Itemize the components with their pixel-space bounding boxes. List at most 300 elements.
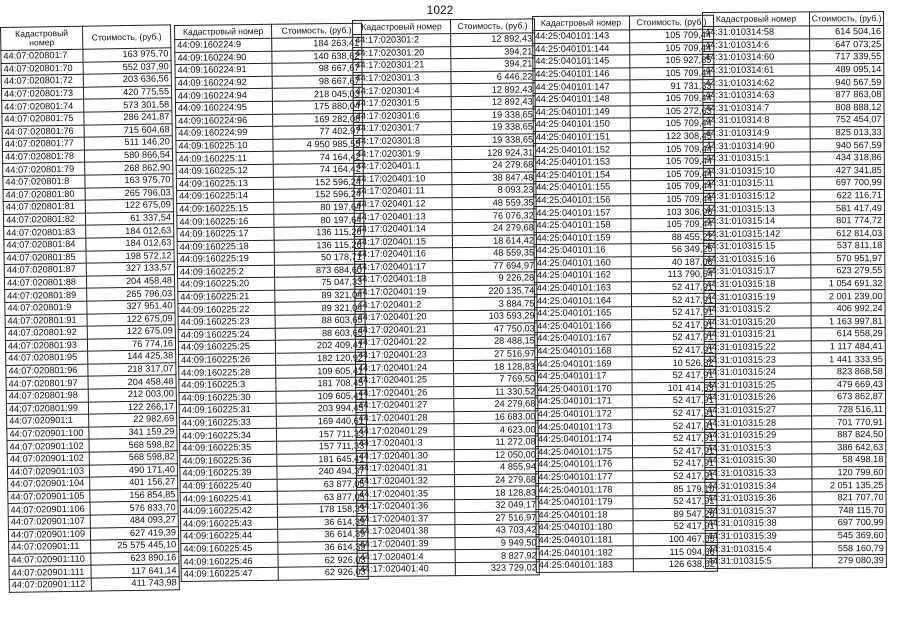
table-row [705, 441, 886, 455]
cost-cell: 717 339,55 [810, 51, 884, 64]
cost-cell: 105 709,44 [631, 218, 715, 231]
cadastral-number-cell: 44:31:010315:10 [703, 164, 810, 177]
cost-cell: 27 516,97 [455, 511, 539, 524]
cost-cell: 203 636,56 [83, 73, 171, 87]
cost-cell: 122 675,09 [87, 325, 175, 339]
cost-cell: 580 866,54 [84, 149, 172, 163]
cadastral-number-cell: 44:25:040101:175 [536, 445, 633, 458]
cadastral-number-cell: 44:09:160225:20 [178, 278, 275, 292]
cadastral-number-cell: 44:07:020901:106 [8, 503, 90, 517]
cadastral-number-cell: 44:31:010315:16 [704, 253, 811, 266]
cost-cell: 204 458,48 [86, 275, 174, 289]
cadastral-number-cell: 44:07:020801:73 [1, 87, 83, 101]
cost-cell: 622 116,71 [810, 189, 884, 202]
cadastral-number-cell: 44:31:010315:11 [703, 177, 810, 190]
table-row [703, 38, 884, 52]
cadastral-number-cell: 44:25:040101:150 [533, 118, 630, 131]
cost-cell: 394,21 [451, 46, 535, 59]
cadastral-number-cell: 44:31:010314:62 [703, 76, 810, 89]
table-row [704, 328, 885, 342]
cost-cell: 52 417,91 [632, 407, 716, 420]
cadastral-number-cell: 44:17:020401:15 [354, 235, 452, 248]
cadastral-number-cell: 44:09:160224:99 [176, 126, 273, 140]
cadastral-number-cell: 44:09:160225:2 [177, 265, 274, 279]
table-row [534, 206, 715, 220]
table-row [535, 357, 716, 371]
cost-cell: 279 080,39 [812, 554, 886, 567]
cadastral-number-cell: 44:17:020401:38 [357, 525, 455, 538]
cost-cell: 169 440,61 [276, 415, 366, 429]
cadastral-number-cell: 44:31:010315:5 [705, 555, 812, 568]
cadastral-number-cell: 44:31:010315:36 [705, 492, 812, 505]
cadastral-number-cell: 44:09:160225:34 [179, 429, 276, 443]
cost-cell: 28 488,15 [453, 335, 537, 348]
cost-cell: 11 330,52 [454, 386, 538, 399]
cadastral-number-cell: 44:25:040101:18 [536, 508, 633, 521]
cost-cell: 52 417,91 [632, 369, 716, 382]
table-row [704, 391, 885, 405]
cost-cell: 122 266,17 [88, 400, 176, 414]
cadastral-number-cell: 44:07:020801:93 [5, 339, 87, 353]
cost-cell: 105 709,44 [630, 92, 714, 105]
cadastral-number-cell: 44:25:040101:144 [533, 42, 630, 55]
cost-cell: 88 603,65 [275, 314, 365, 328]
cadastral-number-cell: 44:09:160225:41 [180, 492, 277, 506]
cadastral-number-cell: 44:09:160225:11 [176, 152, 273, 166]
cost-cell: 697 700,99 [812, 517, 886, 530]
cost-cell: 341 159,29 [89, 426, 177, 440]
cadastral-number-cell: 44:09:160225:24 [178, 328, 275, 342]
cost-cell: 545 369,60 [812, 529, 886, 542]
cost-cell: 178 158,33 [277, 503, 367, 517]
header-cost: Стоимость, (руб.) [82, 25, 170, 49]
table-row [535, 331, 716, 345]
table-row [534, 193, 715, 207]
cost-cell: 614 504,16 [810, 26, 884, 39]
cost-cell: 268 862,90 [85, 161, 173, 175]
cadastral-number-cell: 44:31:010314:8 [703, 114, 810, 127]
cost-cell: 80 197,64 [274, 214, 364, 228]
cadastral-number-cell: 44:25:040101:165 [535, 307, 632, 320]
cost-cell: 323 729,02 [455, 562, 539, 575]
cost-cell: 88 603,65 [275, 327, 365, 341]
cadastral-number-cell: 44:07:020901:102 [7, 452, 89, 466]
cost-cell: 74 164,42 [273, 151, 363, 165]
cadastral-number-cell: 44:25:040101:17 [535, 370, 632, 383]
cadastral-number-cell: 44:07:020901:111 [9, 566, 91, 580]
cadastral-number-cell: 44:31:010314:63 [703, 89, 810, 102]
cadastral-number-cell: 44:09:160225:31 [179, 404, 276, 418]
table-row [704, 240, 885, 254]
cost-cell: 62 926,03 [278, 554, 368, 568]
cadastral-number-cell: 44:17:020301:7 [353, 122, 451, 135]
cadastral-number-cell: 44:07:020801:76 [2, 125, 84, 139]
cadastral-number-cell: 44:31:010315:2 [704, 303, 811, 316]
cadastral-number-cell: 44:17:020401:40 [357, 563, 455, 576]
cadastral-number-cell: 44:09:160225:21 [178, 290, 275, 304]
cadastral-number-cell: 44:31:010315:38 [705, 517, 812, 530]
cost-cell: 98 667,67 [272, 75, 362, 89]
cadastral-number-cell: 44:31:010315:142 [704, 227, 811, 240]
header-cadastral-number: Кадастровый номер [175, 24, 272, 39]
cadastral-number-cell: 44:09:160225:45 [181, 542, 278, 556]
cost-cell: 52 417,91 [632, 319, 716, 332]
cadastral-number-cell: 44:09:160225:33 [179, 416, 276, 430]
cost-cell: 940 567,59 [810, 76, 884, 89]
table-row [536, 508, 717, 522]
cadastral-number-cell: 44:09:160225:23 [178, 315, 275, 329]
cadastral-number-cell: 44:17:020301:6 [353, 109, 451, 122]
cost-cell: 728 516,11 [812, 403, 886, 416]
cost-cell: 3 884,75 [453, 297, 537, 310]
cadastral-number-cell: 44:25:040101:177 [536, 471, 633, 484]
table-row [533, 42, 714, 56]
cadastral-number-cell: 44:09:160225:44 [181, 529, 278, 543]
cadastral-number-cell: 44:25:040101:180 [536, 521, 633, 534]
cost-cell: 19 338,65 [451, 108, 535, 121]
table-row [536, 546, 717, 560]
cadastral-number-cell: 44:17:020401:36 [357, 500, 455, 513]
table-row [704, 252, 885, 266]
cost-cell: 570 951,97 [811, 252, 885, 265]
cadastral-number-cell: 44:25:040101:164 [534, 294, 631, 307]
cost-cell: 877 863,08 [810, 89, 884, 102]
cadastral-number-cell: 44:17:020401:2 [355, 298, 453, 311]
table-row [703, 63, 884, 77]
table-row [9, 577, 179, 592]
cost-cell: 36 614,39 [278, 528, 368, 542]
cost-cell: 427 341,85 [810, 164, 884, 177]
cost-cell: 52 417,91 [632, 331, 716, 344]
cost-cell: 136 115,26 [274, 239, 364, 253]
cadastral-number-cell: 44:31:010315:14 [704, 215, 811, 228]
cost-cell: 80 197,64 [274, 201, 364, 215]
cost-cell: 9 949,50 [455, 537, 539, 550]
table-row [703, 76, 884, 90]
cadastral-number-cell: 44:09:160225:39 [180, 466, 277, 480]
cost-cell: 940 567,59 [810, 139, 884, 152]
cost-cell: 52 417,91 [632, 344, 716, 357]
cadastral-number-cell: 44:31:010315:23 [704, 353, 811, 366]
cost-cell: 24 279,68 [454, 474, 538, 487]
cost-cell: 88 455,22 [631, 231, 715, 244]
cost-cell: 581 417,49 [810, 202, 884, 215]
cadastral-number-cell: 44:07:020901:109 [8, 528, 90, 542]
cost-cell: 701 770,91 [812, 416, 886, 429]
cost-cell: 202 409,41 [275, 339, 365, 353]
cadastral-number-cell: 44:07:020801:72 [1, 74, 83, 88]
cadastral-number-cell: 44:25:040101:153 [533, 156, 630, 169]
cadastral-number-cell: 44:09:160225:18 [177, 240, 274, 254]
cost-cell: 184 012,63 [86, 237, 174, 251]
cost-cell: 12 050,00 [454, 449, 538, 462]
cadastral-number-cell: 44:25:040101:156 [534, 194, 631, 207]
cost-cell: 105 709,44 [630, 67, 714, 80]
header-cost: Стоимость, (руб.) [630, 15, 714, 30]
cadastral-number-cell: 44:31:010315:33 [705, 467, 812, 480]
cost-cell: 117 641,14 [91, 564, 179, 578]
cost-cell: 286 241,87 [84, 111, 172, 125]
cost-cell: 48 559,35 [452, 197, 536, 210]
cadastral-number-cell: 44:25:040101:178 [536, 483, 633, 496]
cadastral-number-cell: 44:07:020801:97 [6, 377, 88, 391]
cadastral-number-cell: 44:25:040101:158 [534, 219, 631, 232]
cadastral-number-cell: 44:07:020801:91 [5, 314, 87, 328]
cost-cell: 406 992,24 [811, 303, 885, 316]
cost-cell: 752 454,07 [810, 114, 884, 127]
table-row [535, 319, 716, 333]
cost-cell: 697 700,99 [810, 177, 884, 190]
cadastral-number-cell: 44:17:020401:23 [355, 348, 453, 361]
cost-cell: 1 054 691,32 [811, 277, 885, 290]
cadastral-number-cell: 44:07:020801:70 [1, 62, 83, 76]
table-row [704, 378, 885, 392]
cost-cell: 808 888,12 [810, 101, 884, 114]
cadastral-number-cell: 44:09:160225:35 [180, 441, 277, 455]
cost-cell: 715 604,68 [84, 123, 172, 137]
cost-cell: 4 855,94 [454, 461, 538, 474]
table-row [705, 504, 886, 518]
table-row [703, 139, 884, 153]
cadastral-number-cell: 44:07:020801:83 [4, 226, 86, 240]
cadastral-number-cell: 44:07:020901:11 [9, 540, 91, 554]
cadastral-number-cell: 44:07:020901:110 [9, 553, 91, 567]
table-row [705, 416, 886, 430]
table-row [704, 227, 885, 241]
table-row [533, 67, 714, 81]
cadastral-number-cell: 44:09:160225:40 [180, 479, 277, 493]
cadastral-number-cell: 44:25:040101:152 [533, 143, 630, 156]
table-row [536, 533, 717, 547]
cost-cell: 11 272,08 [454, 436, 538, 449]
cost-cell: 75 047,33 [275, 276, 365, 290]
cost-cell: 58 498,18 [812, 454, 886, 467]
cadastral-number-cell: 44:09:160224:90 [175, 51, 272, 65]
table-row [705, 517, 886, 531]
cost-cell: 52 417,91 [632, 432, 716, 445]
table-row [703, 101, 884, 115]
table-row [536, 520, 717, 534]
cadastral-number-cell: 44:25:040101:154 [534, 168, 631, 181]
table-header-row [1, 25, 171, 51]
cadastral-number-cell: 44:07:020901:100 [7, 427, 89, 441]
table-row [704, 214, 885, 228]
table-row [533, 130, 714, 144]
cost-cell: 204 458,48 [88, 375, 176, 389]
page-number: 1022 [426, 3, 454, 17]
cost-cell: 100 467,65 [633, 533, 717, 546]
cost-cell: 74 164,42 [273, 163, 363, 177]
cost-cell: 203 994,45 [276, 402, 366, 416]
cadastral-number-cell: 44:09:160224:92 [175, 76, 272, 90]
cadastral-number-cell: 44:09:160225:46 [181, 555, 278, 569]
cadastral-number-cell: 44:31:010315:17 [704, 265, 811, 278]
cadastral-number-cell: 44:25:040101:149 [533, 105, 630, 118]
cadastral-number-cell: 44:07:020801:80 [3, 188, 85, 202]
cadastral-number-cell: 44:07:020901:102 [7, 440, 89, 454]
cost-cell: 105 709,44 [631, 193, 715, 206]
cadastral-table-4 [532, 15, 718, 573]
table-row [704, 353, 885, 367]
table-row [705, 529, 886, 543]
cadastral-number-cell: 44:07:020801:89 [5, 288, 87, 302]
cadastral-number-cell: 44:07:020801:78 [2, 150, 84, 164]
cost-cell: 105 709,44 [630, 143, 714, 156]
cadastral-number-cell: 44:17:020401:21 [355, 323, 453, 336]
cost-cell: 175 880,04 [272, 100, 362, 114]
cost-cell: 98 667,67 [272, 62, 362, 76]
cost-cell: 115 094,66 [633, 546, 717, 559]
table-row [533, 29, 714, 43]
cost-cell: 156 854,85 [90, 489, 178, 503]
cadastral-number-cell: 44:31:010315:27 [705, 404, 812, 417]
cost-cell: 623 279,55 [811, 265, 885, 278]
cost-cell: 101 414,53 [632, 382, 716, 395]
cadastral-number-cell: 44:25:040101:168 [535, 345, 632, 358]
cadastral-number-cell: 44:17:020401:16 [354, 248, 452, 261]
table-header-row [703, 12, 884, 27]
cadastral-number-cell: 44:25:040101:146 [533, 68, 630, 81]
cadastral-number-cell: 44:09:160225:42 [180, 504, 277, 518]
cadastral-number-cell: 44:07:020901:107 [8, 515, 90, 529]
table-row [703, 114, 884, 128]
cost-cell: 8 827,92 [455, 549, 539, 562]
table-row [535, 382, 716, 396]
cost-cell: 126 638,62 [633, 558, 717, 571]
cadastral-number-cell: 44:31:010314:60 [703, 51, 810, 64]
cadastral-number-cell: 44:25:040101:151 [533, 131, 630, 144]
cost-cell: 627 419,39 [90, 526, 178, 540]
cadastral-number-cell: 44:25:040101:172 [535, 408, 632, 421]
cost-cell: 76 076,32 [452, 209, 536, 222]
cost-cell: 52 417,91 [633, 457, 717, 470]
cost-cell: 612 814,03 [811, 227, 885, 240]
cost-cell: 184 012,63 [86, 224, 174, 238]
cost-cell: 63 877,05 [277, 491, 367, 505]
cost-cell: 52 417,91 [631, 294, 715, 307]
cost-cell: 220 135,74 [453, 285, 537, 298]
cadastral-number-cell: 44:09:160225:30 [179, 391, 276, 405]
cost-cell: 52 417,91 [633, 520, 717, 533]
cost-cell: 265 796,03 [85, 186, 173, 200]
cost-cell: 873 684,60 [274, 264, 364, 278]
cadastral-number-cell: 44:25:040101:179 [536, 496, 633, 509]
cost-cell: 537 811,18 [811, 240, 885, 253]
cost-cell: 122 308,45 [630, 130, 714, 143]
cadastral-number-cell: 44:17:020401:3 [356, 437, 454, 450]
cadastral-number-cell: 44:25:040101:170 [535, 382, 632, 395]
table-row [705, 454, 886, 468]
cost-cell: 43 703,42 [455, 524, 539, 537]
cost-cell: 128 924,31 [452, 146, 536, 159]
cadastral-number-cell: 44:25:040101:183 [536, 559, 633, 572]
cost-cell: 52 417,91 [633, 445, 717, 458]
cadastral-number-cell: 44:25:040101:159 [534, 231, 631, 244]
cadastral-number-cell: 44:31:010315:1 [703, 152, 810, 165]
cadastral-number-cell: 44:17:020401:12 [354, 197, 452, 210]
cost-cell: 163 975,70 [83, 48, 171, 62]
cadastral-number-cell: 44:17:020401:27 [356, 399, 454, 412]
cost-cell: 25 575 445,10 [91, 539, 179, 553]
cadastral-number-cell: 44:25:040101:173 [535, 420, 632, 433]
cadastral-number-cell: 44:09:160224:96 [176, 114, 273, 128]
table-row [533, 117, 714, 131]
cadastral-number-cell: 44:31:010315:4 [705, 542, 812, 555]
cadastral-table-2 [174, 23, 369, 582]
cost-cell: 2 051 135,25 [812, 479, 886, 492]
cost-cell: 18 128,83 [453, 360, 537, 373]
cost-cell: 85 179,10 [633, 483, 717, 496]
cost-cell: 36 614,39 [278, 516, 368, 530]
cadastral-number-cell: 44:17:020401:29 [356, 424, 454, 437]
cost-cell: 647 073,25 [810, 38, 884, 51]
header-cadastral-number: Кадастровый номер [1, 26, 83, 50]
cost-cell: 18 128,83 [455, 486, 539, 499]
cost-cell: 109 605,41 [276, 365, 366, 379]
cost-cell: 77 402,97 [273, 125, 363, 139]
cost-cell: 568 598,82 [89, 438, 177, 452]
cost-cell: 4 623,00 [454, 423, 538, 436]
cadastral-table-5 [702, 11, 887, 568]
cadastral-number-cell: 44:17:020401:20 [355, 311, 453, 324]
table-row [705, 554, 886, 568]
cadastral-number-cell: 44:31:010315:13 [703, 202, 810, 215]
header-cost: Стоимость, (руб.) [451, 19, 535, 34]
cost-cell: 105 709,44 [631, 168, 715, 181]
cadastral-number-cell: 44:25:040101:147 [533, 80, 630, 93]
header-cadastral-number: Кадастровый номер [533, 16, 630, 31]
table-row [704, 290, 885, 304]
cost-cell: 105 709,44 [630, 29, 714, 42]
table-row [704, 315, 885, 329]
table-row [534, 294, 715, 308]
cadastral-number-cell: 44:07:020801:79 [3, 163, 85, 177]
cadastral-number-cell: 44:31:010315:29 [705, 429, 812, 442]
cost-cell: 182 120,92 [276, 352, 366, 366]
cadastral-number-cell: 44:17:020401:26 [356, 386, 454, 399]
cost-cell: 825 013,33 [810, 126, 884, 139]
cadastral-number-cell: 44:25:040101:167 [535, 332, 632, 345]
cadastral-number-cell: 44:09:160225:19 [177, 252, 274, 266]
cadastral-number-cell: 44:17:020401:28 [356, 411, 454, 424]
table-row [704, 366, 885, 380]
header-cost: Стоимость, (руб.) [810, 12, 884, 26]
cost-cell: 10 526,82 [632, 357, 716, 370]
cadastral-number-cell: 44:17:020401:18 [355, 273, 453, 286]
cadastral-number-cell: 44:25:040101:174 [535, 433, 632, 446]
cadastral-number-cell: 44:31:010314:61 [703, 64, 810, 77]
cadastral-number-cell: 44:17:020301:3 [353, 71, 451, 84]
cost-cell: 157 711,33 [277, 440, 367, 454]
cadastral-number-cell: 44:25:040101:163 [534, 282, 631, 295]
cost-cell: 52 417,91 [633, 495, 717, 508]
cadastral-number-cell: 44:09:160225:47 [181, 567, 278, 581]
cost-cell: 198 572,12 [86, 249, 174, 263]
cadastral-number-cell: 44:17:020401:4 [357, 550, 455, 563]
cadastral-number-cell: 44:07:020901:112 [9, 578, 91, 592]
cadastral-number-cell: 44:07:020801:75 [2, 112, 84, 126]
cost-cell: 184 263,41 [272, 37, 362, 51]
cost-cell: 8 093,23 [452, 184, 536, 197]
cadastral-number-cell: 44:25:040101:162 [534, 269, 631, 282]
cadastral-number-cell: 44:31:010315:26 [704, 391, 811, 404]
cadastral-number-cell: 44:07:020801:95 [6, 351, 88, 365]
cost-cell: 434 318,86 [810, 152, 884, 165]
cadastral-number-cell: 44:17:020301:20 [353, 46, 451, 59]
table-row [703, 26, 884, 40]
cadastral-number-cell: 44:31:010314:9 [703, 127, 810, 140]
cost-cell: 479 669,43 [811, 378, 885, 391]
